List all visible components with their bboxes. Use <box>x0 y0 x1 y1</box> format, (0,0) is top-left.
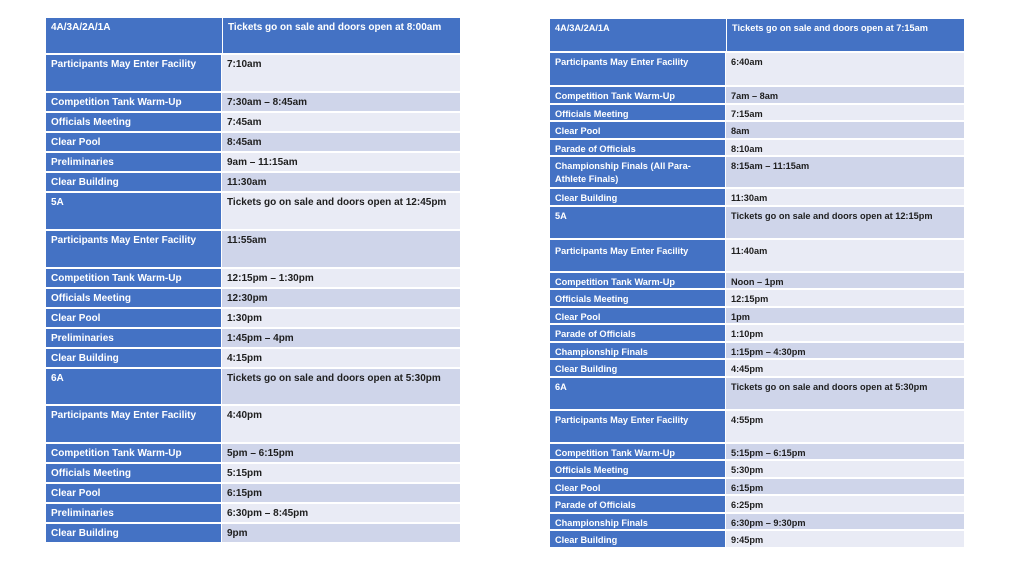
row-value: 6:30pm – 9:30pm <box>726 514 964 530</box>
table-row <box>550 189 964 205</box>
row-label: Clear Building <box>46 349 222 367</box>
row-value: 1pm <box>726 308 964 324</box>
row-value: 1:15pm – 4:30pm <box>726 343 964 359</box>
row-label: Participants May Enter Facility <box>46 231 222 267</box>
header-label: 4A/3A/2A/1A <box>550 19 726 51</box>
row-label: Clear Building <box>550 360 726 376</box>
row-value: 6:15pm <box>222 484 460 502</box>
table-row <box>550 140 964 156</box>
row-label: Competition Tank Warm-Up <box>46 269 222 287</box>
table-row <box>550 343 964 359</box>
table-row <box>46 289 460 307</box>
table-row <box>550 461 964 477</box>
table-row <box>550 105 964 121</box>
table-row <box>46 113 460 131</box>
row-label: Clear Pool <box>46 484 222 502</box>
row-value: 8:15am – 11:15am <box>726 157 964 187</box>
section-value: Tickets go on sale and doors open at 5:30pm <box>222 369 460 404</box>
table-row <box>46 18 460 53</box>
section-value: Tickets go on sale and doors open at 12:15pm <box>726 207 964 238</box>
row-value: 7am – 8am <box>726 87 964 103</box>
row-value: 7:45am <box>222 113 460 131</box>
row-label: Preliminaries <box>46 329 222 347</box>
row-value: Noon – 1pm <box>726 273 964 289</box>
table-row <box>46 369 460 404</box>
row-label: Competition Tank Warm-Up <box>46 93 222 111</box>
row-value: 12:30pm <box>222 289 460 307</box>
row-value: 8:10am <box>726 140 964 156</box>
table-row <box>46 406 460 442</box>
row-label: Officials Meeting <box>46 113 222 131</box>
table-row <box>46 349 460 367</box>
row-label: Competition Tank Warm-Up <box>46 444 222 462</box>
row-label: Championship Finals <box>550 514 726 530</box>
table-row <box>46 464 460 482</box>
table-row <box>550 308 964 324</box>
row-label: Competition Tank Warm-Up <box>550 444 726 460</box>
table-row <box>550 411 964 442</box>
row-label: Participants May Enter Facility <box>550 411 726 442</box>
row-value: 6:25pm <box>726 496 964 512</box>
row-label: Preliminaries <box>46 153 222 171</box>
row-value: 11:30am <box>726 189 964 205</box>
row-label: Clear Building <box>550 189 726 205</box>
table-row <box>46 173 460 191</box>
row-label: Clear Pool <box>46 309 222 327</box>
row-label: Clear Building <box>550 531 726 547</box>
table-row <box>46 55 460 91</box>
row-label: Competition Tank Warm-Up <box>550 273 726 289</box>
row-label: Clear Building <box>46 524 222 542</box>
table-row <box>550 444 964 460</box>
table-row <box>46 329 460 347</box>
row-value: 11:30am <box>222 173 460 191</box>
row-label: Clear Pool <box>550 479 726 495</box>
row-label: Championship Finals <box>550 343 726 359</box>
table-row <box>46 444 460 462</box>
header-value: Tickets go on sale and doors open at 7:15am <box>726 19 964 51</box>
row-value: 8:45am <box>222 133 460 151</box>
row-value: 9am – 11:15am <box>222 153 460 171</box>
row-value: 7:30am – 8:45am <box>222 93 460 111</box>
row-label: Clear Building <box>46 173 222 191</box>
row-label: Preliminaries <box>46 504 222 522</box>
row-label: Participants May Enter Facility <box>550 53 726 85</box>
row-value: 5pm – 6:15pm <box>222 444 460 462</box>
table-row <box>46 524 460 542</box>
row-label: Officials Meeting <box>550 461 726 477</box>
header-value: Tickets go on sale and doors open at 8:00am <box>222 18 460 53</box>
row-value: 4:55pm <box>726 411 964 442</box>
header-label: 4A/3A/2A/1A <box>46 18 222 53</box>
row-value: 12:15pm <box>726 290 964 306</box>
table-row <box>46 93 460 111</box>
table-row <box>550 207 964 238</box>
section-label: 6A <box>46 369 222 404</box>
row-value: 5:15pm – 6:15pm <box>726 444 964 460</box>
row-value: 1:30pm <box>222 309 460 327</box>
table-row <box>46 269 460 287</box>
row-label: Parade of Officials <box>550 325 726 341</box>
row-value: 5:30pm <box>726 461 964 477</box>
table-row <box>550 531 964 547</box>
section-label: 6A <box>550 378 726 409</box>
row-label: Parade of Officials <box>550 140 726 156</box>
table-row <box>550 290 964 306</box>
left-schedule-table <box>46 16 460 544</box>
right-schedule-table <box>550 17 964 549</box>
table-row <box>550 496 964 512</box>
row-value: 12:15pm – 1:30pm <box>222 269 460 287</box>
row-value: 6:40am <box>726 53 964 85</box>
row-value: 7:10am <box>222 55 460 91</box>
table-row <box>46 193 460 229</box>
row-label: Participants May Enter Facility <box>46 55 222 91</box>
row-label: Participants May Enter Facility <box>550 240 726 271</box>
row-label: Championship Finals (All Para-Athlete Finals) <box>550 157 726 187</box>
section-label: 5A <box>550 207 726 238</box>
row-label: Officials Meeting <box>46 464 222 482</box>
row-value: 4:15pm <box>222 349 460 367</box>
table-row <box>46 484 460 502</box>
table-row <box>46 504 460 522</box>
table-row <box>550 19 964 51</box>
table-row <box>46 133 460 151</box>
row-label: Participants May Enter Facility <box>46 406 222 442</box>
table-row <box>46 153 460 171</box>
table-row <box>550 53 964 85</box>
row-value: 6:15pm <box>726 479 964 495</box>
table-row <box>550 378 964 409</box>
row-label: Officials Meeting <box>550 105 726 121</box>
table-row <box>46 231 460 267</box>
row-value: 4:40pm <box>222 406 460 442</box>
section-value: Tickets go on sale and doors open at 5:30pm <box>726 378 964 409</box>
table-row <box>550 273 964 289</box>
row-label: Clear Pool <box>550 122 726 138</box>
table-row <box>550 157 964 187</box>
row-value: 5:15pm <box>222 464 460 482</box>
row-value: 11:55am <box>222 231 460 267</box>
row-value: 7:15am <box>726 105 964 121</box>
row-label: Clear Pool <box>550 308 726 324</box>
row-label: Parade of Officials <box>550 496 726 512</box>
row-value: 1:10pm <box>726 325 964 341</box>
row-value: 4:45pm <box>726 360 964 376</box>
table-row <box>550 514 964 530</box>
table-row <box>550 479 964 495</box>
table-row <box>550 360 964 376</box>
row-label: Competition Tank Warm-Up <box>550 87 726 103</box>
table-row <box>550 325 964 341</box>
row-value: 9:45pm <box>726 531 964 547</box>
row-label: Officials Meeting <box>46 289 222 307</box>
table-row <box>550 87 964 103</box>
table-row <box>550 240 964 271</box>
row-value: 8am <box>726 122 964 138</box>
row-label: Officials Meeting <box>550 290 726 306</box>
row-value: 1:45pm – 4pm <box>222 329 460 347</box>
row-value: 9pm <box>222 524 460 542</box>
row-label: Clear Pool <box>46 133 222 151</box>
table-row <box>550 122 964 138</box>
row-value: 11:40am <box>726 240 964 271</box>
table-row <box>46 309 460 327</box>
row-value: 6:30pm – 8:45pm <box>222 504 460 522</box>
section-value: Tickets go on sale and doors open at 12:45pm <box>222 193 460 229</box>
section-label: 5A <box>46 193 222 229</box>
